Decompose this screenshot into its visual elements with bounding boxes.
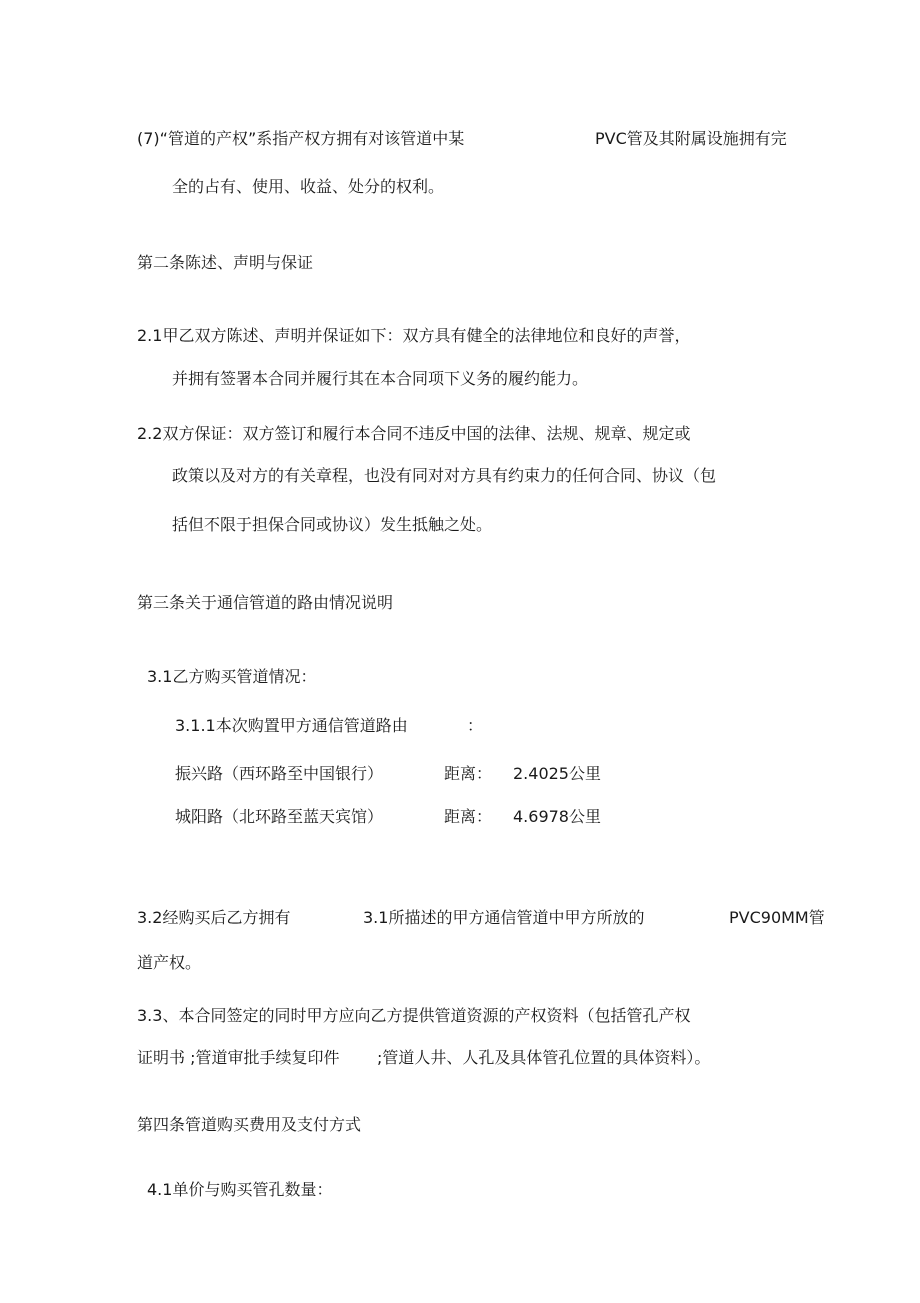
clause-3-1-1-text: 3.1.1本次购置甲方通信管道路由	[175, 716, 408, 735]
clause-7-text-a: (7)“管道的产权”系指产权方拥有对该管道中某	[137, 129, 465, 148]
article-2-title: 第二条陈述、声明与保证	[137, 253, 314, 272]
route-distance-value: 2.4025公里	[513, 764, 601, 783]
article-4-title: 第四条管道购买费用及支付方式	[137, 1115, 362, 1134]
route-name: 振兴路（西环路至中国银行）	[175, 764, 384, 783]
clause-3-1-1	[175, 716, 495, 736]
route-name: 城阳路（北环路至蓝天宾馆）	[175, 807, 384, 826]
clause-3-2-text-c: PVC90MM管	[729, 908, 825, 927]
route-distance-label: 距离：	[444, 807, 493, 826]
clause-2-1-line-1: 2.1甲乙双方陈述、声明并保证如下：双方具有健全的法律地位和良好的声誉，	[137, 326, 691, 345]
route-row	[175, 807, 635, 827]
route-distance-value: 4.6978公里	[513, 807, 601, 826]
article-3-title: 第三条关于通信管道的路由情况说明	[137, 593, 394, 612]
clause-7-continuation: 全的占有、使用、收益、处分的权利。	[172, 177, 445, 196]
clause-3-3-text-b2: ;管道人井、人孔及具体管孔位置的具体资料）。	[377, 1048, 711, 1067]
clause-3-3-text-b1: 证明书 ;管道审批手续复印件	[137, 1048, 340, 1067]
clause-2-2-line-1: 2.2双方保证：双方签订和履行本合同不违反中国的法律、法规、规章、规定或	[137, 424, 691, 443]
clause-3-1-1-colon: ：	[467, 716, 484, 735]
clause-2-2-line-3: 括但不限于担保合同或协议）发生抵触之处。	[172, 515, 493, 534]
clause-7	[137, 129, 917, 149]
clause-3-1: 3.1乙方购买管道情况：	[147, 667, 317, 686]
clause-3-3-line-1: 3.3、本合同签定的同时甲方应向乙方提供管道资源的产权资料（包括管孔产权	[137, 1006, 691, 1025]
clause-7-text-b: PVC管及其附属设施拥有完	[595, 129, 787, 148]
clause-2-2-line-2: 政策以及对方的有关章程，也没有同对对方具有约束力的任何合同、协议（包	[172, 466, 717, 485]
clause-3-2-text-b: 3.1所描述的甲方通信管道中甲方所放的	[363, 908, 645, 927]
clause-3-2-line-1	[137, 908, 907, 928]
clause-2-1-line-2: 并拥有签署本合同并履行其在本合同项下义务的履约能力。	[172, 369, 589, 388]
clause-3-3-line-2	[137, 1048, 777, 1068]
route-distance-label: 距离：	[444, 764, 493, 783]
clause-4-1: 4.1单价与购买管孔数量：	[147, 1180, 333, 1199]
route-row	[175, 764, 635, 784]
clause-3-2-line-2: 道产权。	[137, 953, 202, 972]
clause-3-2-text-a: 3.2经购买后乙方拥有	[137, 908, 291, 927]
